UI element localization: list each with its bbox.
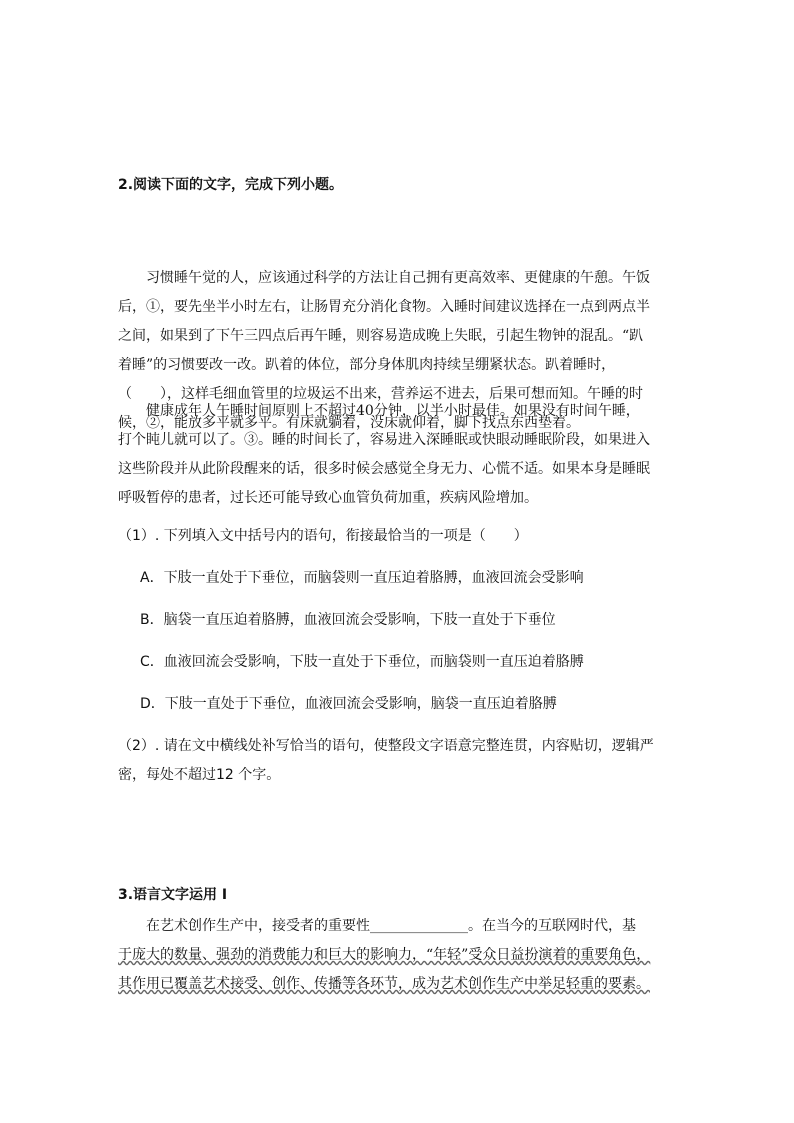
passage-line: 之间，如果到了下午三四点后再午睡，则容易造成晚上失眠，引起生物钟的混乱。“趴 xyxy=(118,328,644,344)
question-2-heading: 2.阅读下面的文字，完成下列小题。 xyxy=(118,177,344,193)
option-a[interactable]: A．下肢一直处于下垂位，而脑袋则一直压迫着胳膊，血液回流会受影响 xyxy=(140,570,584,586)
question-3-heading: 3.语言文字运用 I xyxy=(118,887,228,903)
passage-line: 呼吸暂停的患者，过长还可能导致心血管负荷加重，疾病风险增加。 xyxy=(118,490,538,506)
passage-line: 健康成年人午睡时间原则上不超过40分钟，以半小时最佳。如果没有时间午睡， xyxy=(146,403,640,419)
passage-line: 这些阶段并从此阶段醒来的话，很多时候会感觉全身无力、心慌不适。如果本身是睡眠 xyxy=(118,461,650,477)
sub-question-2-line: 密，每处不超过12 个字。 xyxy=(118,767,281,783)
passage-line: 后，①，要先坐半小时左右，让肠胃充分消化食物。入睡时间建议选择在一点到两点半 xyxy=(118,299,650,315)
passage-line: （ ），这样毛细血管里的垃圾运不出来，营养运不进去，后果可想而知。午睡的时 xyxy=(118,386,643,402)
sub-question-1: （1）. 下列填入文中括号内的语句，衔接最恰当的一项是（ ） xyxy=(118,528,528,544)
sub-question-2 xyxy=(118,732,654,790)
passage-line: 候，②，能放多平就多平。有床就躺着，没床就仰着，脚下找点东西垫着。 xyxy=(118,415,580,431)
passage-paragraph-2 xyxy=(118,397,678,513)
option-b[interactable]: B．脑袋一直压迫着胳膊，血液回流会受影响，下肢一直处于下垂位 xyxy=(140,612,556,628)
passage-line: 着睡”的习惯要改一改。趴着的体位，部分身体肌肉持续呈绷紧状态。趴着睡时， xyxy=(118,357,616,373)
passage-line: 打个盹儿就可以了。③。睡的时间长了，容易进入深睡眠或快眼动睡眠阶段，如果进入 xyxy=(118,432,650,448)
passage-line: 其作用已覆盖艺术接受、创作、传播等各环节，成为艺术创作生产中举足轻重的要素。 xyxy=(118,976,650,992)
option-d[interactable]: D．下肢一直处于下垂位，血液回流会受影响，脑袋一直压迫着胳膊 xyxy=(140,696,557,712)
q3-passage xyxy=(118,912,678,999)
passage-line: 在艺术创作生产中，接受者的重要性______________。在当今的互联网时代，基 xyxy=(146,918,636,934)
passage-line: 习惯睡午觉的人，应该通过科学的方法让自己拥有更高效率、更健康的午憩。午饭 xyxy=(146,270,650,286)
passage-line: 于庞大的数量、强劲的消费能力和巨大的影响力，“年轻”受众日益扮演着的重要角色， xyxy=(118,947,651,963)
option-c[interactable]: C．血液回流会受影响，下肢一直处于下垂位，而脑袋则一直压迫着胳膊 xyxy=(140,654,584,670)
sub-question-2-line: （2）. 请在文中横线处补写恰当的语句，使整段文字语意完整连贯，内容贴切，逻辑严 xyxy=(118,738,654,754)
